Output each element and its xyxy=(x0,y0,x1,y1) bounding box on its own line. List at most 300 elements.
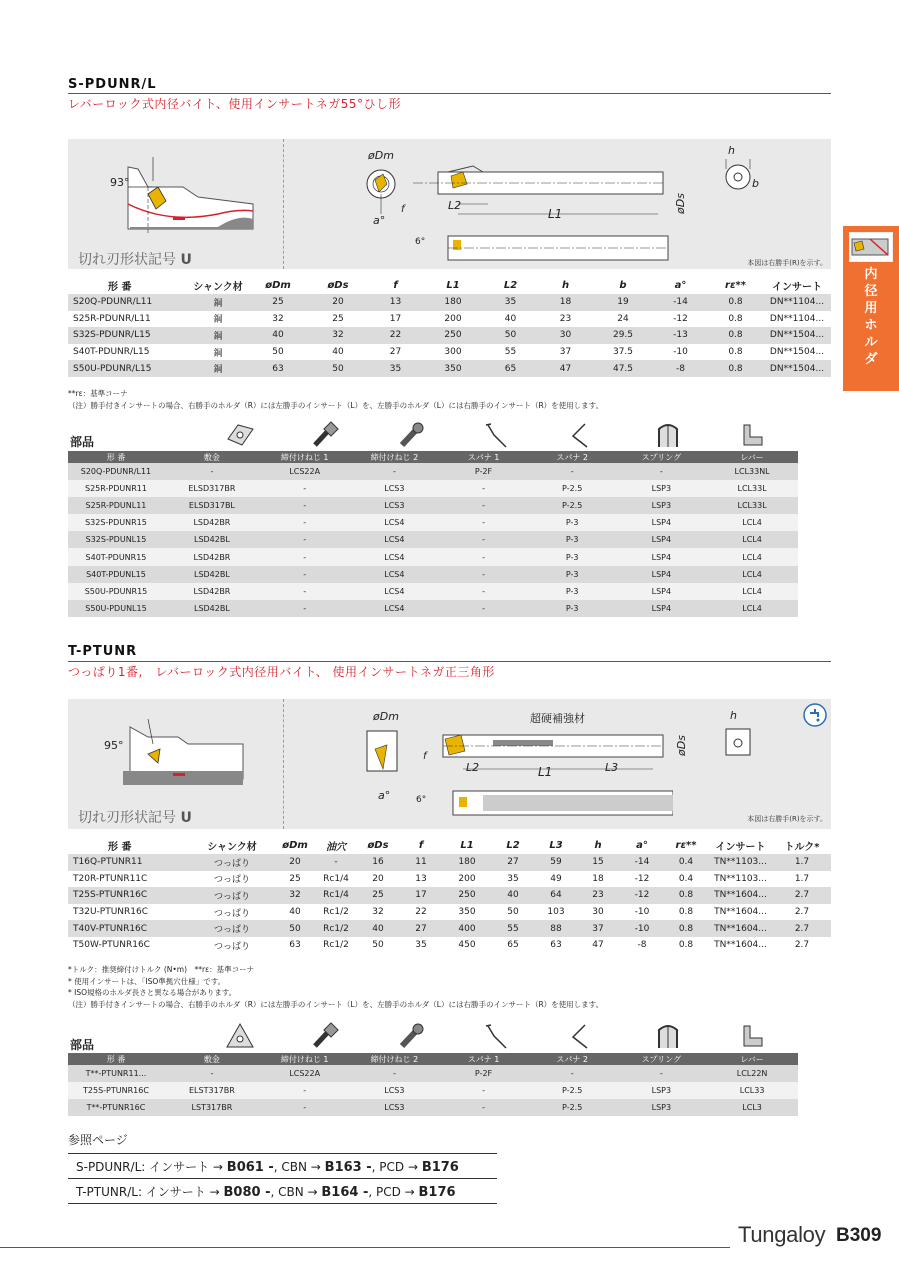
table-row xyxy=(68,360,831,377)
table-cell: 2.7 xyxy=(794,940,810,951)
l1-label: L1 xyxy=(538,765,553,779)
table-cell: 40 xyxy=(248,327,308,344)
column-header: L2 xyxy=(503,279,518,291)
table-cell: LCL22N xyxy=(706,1065,798,1082)
end-view-drawing xyxy=(718,719,768,769)
table-cell: LCS4 xyxy=(350,600,440,617)
table-cell: 0.8 xyxy=(664,887,708,904)
spec-table-t-ptunr xyxy=(68,836,831,954)
table-cell: 1.7 xyxy=(773,854,831,871)
table-cell: 27 xyxy=(490,854,536,871)
table-cell: LCL4 xyxy=(706,600,798,617)
wrench-2-icon xyxy=(567,421,597,449)
table-cell: - xyxy=(260,531,350,548)
figure-divider xyxy=(283,699,284,829)
column-header: 形 番 xyxy=(68,1053,164,1065)
lever-icon xyxy=(738,421,768,449)
table-cell: 11 xyxy=(398,854,444,871)
table-cell: 63 xyxy=(248,360,308,377)
table-cell: DN**1504... xyxy=(763,360,831,377)
table-cell: LCL4 xyxy=(706,531,798,548)
table-cell: Rc1/2 xyxy=(314,920,358,937)
wrench-1-icon xyxy=(482,1022,512,1050)
table-cell: 32 xyxy=(372,907,384,918)
figure-s-pdunr xyxy=(68,139,831,269)
table-cell: 25 xyxy=(248,294,308,311)
section-title-t-ptunr: T-PTUNR xyxy=(68,644,138,659)
end-view-drawing xyxy=(718,149,768,199)
table-cell: 0.8 xyxy=(728,347,743,358)
column-header: L1 xyxy=(446,279,460,291)
table-cell: S50U-PDUNR15 xyxy=(68,583,164,600)
table-cell: 400 xyxy=(444,920,490,937)
table-cell: 23 xyxy=(576,887,620,904)
table-cell: P-3 xyxy=(528,514,617,531)
column-header: スパナ 2 xyxy=(528,451,617,463)
table-cell: 25 xyxy=(289,873,301,884)
notes-t-ptunr xyxy=(68,964,603,1010)
table-row xyxy=(68,344,831,361)
column-header: スプリング xyxy=(617,451,707,463)
table-cell: 23 xyxy=(559,313,572,324)
table-cell: -12 xyxy=(673,313,688,324)
column-header: スプリング xyxy=(617,1053,707,1065)
table-cell: - xyxy=(260,497,350,514)
table-cell: 350 xyxy=(423,360,483,377)
table-cell: -10 xyxy=(634,907,650,918)
table-cell: つっぱり xyxy=(188,887,276,904)
table-cell: ELST317BR xyxy=(164,1082,260,1099)
table-cell: Rc1/2 xyxy=(323,940,349,951)
table-cell: S25R-PDUNR11 xyxy=(68,480,164,497)
boring-bar-icon xyxy=(849,232,893,262)
table-cell: つっぱり xyxy=(214,875,250,886)
table-cell: Rc1/2 xyxy=(323,907,349,918)
table-cell: TN**1604... xyxy=(708,920,773,937)
screw-2-icon xyxy=(397,1022,427,1050)
table-row xyxy=(68,514,798,531)
table-cell: T**-PTUNR16C xyxy=(68,1099,164,1116)
table-cell: 450 xyxy=(458,940,476,951)
table-cell: 0.4 xyxy=(664,854,708,871)
table-cell: 65 xyxy=(483,360,538,377)
table-cell: 25 xyxy=(358,887,398,904)
table-row xyxy=(68,311,831,328)
table-cell: 37.5 xyxy=(612,347,634,358)
table-cell: 0.8 xyxy=(708,327,763,344)
table-cell: 40 xyxy=(289,907,301,918)
table-cell: DN**1104... xyxy=(763,294,831,311)
table-cell: LCL33NL xyxy=(706,463,798,480)
table-cell: 0.8 xyxy=(678,940,694,951)
table-cell: つっぱり xyxy=(188,854,276,871)
table-cell: 鋼 xyxy=(188,294,248,311)
column-header: 形 番 xyxy=(68,451,164,463)
section-subtitle: レバーロック式内径バイト、使用インサートネガ55°ひし形 xyxy=(68,97,401,111)
note-line: *トルク：推奨締付けトルク (N•m) **rε：基準コーナ xyxy=(68,965,255,974)
table-cell: 35 xyxy=(507,873,519,884)
table-cell: つっぱり xyxy=(188,920,276,937)
table-cell: 27 xyxy=(398,920,444,937)
approach-angle-label: 95° xyxy=(104,739,124,752)
column-header: h xyxy=(561,279,570,291)
table-cell: 2.7 xyxy=(773,887,831,904)
table-cell: 19 xyxy=(593,294,653,311)
table-cell: 49 xyxy=(550,873,562,884)
table-cell: 40 xyxy=(358,920,398,937)
table-cell: LSP4 xyxy=(617,531,707,548)
f-label: f xyxy=(423,751,427,762)
table-cell: LSD42BR xyxy=(164,583,260,600)
table-cell: T20R-PTUNR11C xyxy=(73,873,148,884)
table-cell: 2.7 xyxy=(794,907,810,918)
table-cell: 180 xyxy=(423,294,483,311)
table-cell: T40V-PTUNR16C xyxy=(68,920,188,937)
table-cell: 35 xyxy=(483,294,538,311)
table-cell: -12 xyxy=(634,873,650,884)
column-header: トルク* xyxy=(784,841,820,853)
table-cell: - xyxy=(350,1065,440,1082)
table-cell: P-2.5 xyxy=(528,1099,617,1116)
table-cell: 1.7 xyxy=(794,873,810,884)
reference-title: 参照ページ xyxy=(68,1133,128,1147)
table-cell: 16 xyxy=(358,854,398,871)
table-cell: 350 xyxy=(458,907,476,918)
table-cell: 13 xyxy=(415,873,427,884)
screw-icon xyxy=(310,421,340,449)
table-row xyxy=(68,583,798,600)
table-cell: 0.8 xyxy=(678,907,694,918)
column-header: a° xyxy=(636,839,648,851)
table-cell: S20Q-PDUNR/L11 xyxy=(68,294,188,311)
column-header: rε** xyxy=(725,279,746,291)
table-cell: S32S-PDUNL15 xyxy=(68,531,164,548)
table-cell: 20 xyxy=(308,294,368,311)
column-header: f xyxy=(393,279,398,291)
table-cell: 18 xyxy=(592,873,604,884)
parts-icons xyxy=(160,421,800,451)
column-header: 形 番 xyxy=(108,841,132,853)
column-header: インサート xyxy=(715,841,766,853)
column-header: øDs xyxy=(367,839,389,851)
table-cell: LCS4 xyxy=(350,514,440,531)
table-cell: LSP4 xyxy=(617,548,707,565)
reference-row-s-pdunr: S-PDUNR/L: インサート → B061 -, CBN → B163 -, PCD → B176 xyxy=(76,1160,459,1175)
table-cell: LCS4 xyxy=(350,531,440,548)
table-cell: - xyxy=(260,480,350,497)
table-cell: - xyxy=(617,463,707,480)
title-rule xyxy=(68,93,831,94)
table-cell: - xyxy=(260,1082,350,1099)
table-cell: 鋼 xyxy=(213,315,223,326)
column-header: 締付けねじ 1 xyxy=(260,1053,350,1065)
holder-drawing xyxy=(353,709,673,821)
column-header: シャンク材 xyxy=(207,841,257,853)
table-row xyxy=(68,548,798,565)
column-header: レバー xyxy=(706,1053,798,1065)
table-cell: 30 xyxy=(538,327,593,344)
column-header: 締付けねじ 2 xyxy=(350,1053,440,1065)
table-cell: - xyxy=(439,600,528,617)
alpha-label: a° xyxy=(378,789,391,802)
table-cell: LSP3 xyxy=(617,1082,707,1099)
table-cell: - xyxy=(350,463,440,480)
table-cell: T25S-PTUNR16C xyxy=(68,1082,164,1099)
table-row xyxy=(68,1082,798,1099)
column-header: インサート xyxy=(772,281,822,293)
table-cell: 200 xyxy=(444,313,462,324)
wrench-2-icon xyxy=(567,1022,597,1050)
table-cell: LCL4 xyxy=(706,583,798,600)
table-cell: 32 xyxy=(272,313,284,324)
edge-shape-label: 切れ刃形状記号 U xyxy=(78,810,192,826)
table-cell: 200 xyxy=(458,873,476,884)
table-cell: - xyxy=(439,566,528,583)
table-cell: TN**1604... xyxy=(714,907,767,918)
table-cell: LSD42BL xyxy=(164,531,260,548)
reference-row-t-ptunr: T-PTUNR/L: インサート → B080 -, CBN → B164 -, PCD → B176 xyxy=(76,1185,456,1200)
table-cell: LCS3 xyxy=(350,497,440,514)
table-cell: - xyxy=(528,463,617,480)
figure-divider xyxy=(283,139,284,269)
table-cell: LCL33 xyxy=(706,1082,798,1099)
table-cell: S32S-PDUNR/L15 xyxy=(68,327,188,344)
dm-label: øDm xyxy=(368,149,394,162)
table-cell: 55 xyxy=(490,920,536,937)
table-cell: 63 xyxy=(550,940,562,951)
category-tab xyxy=(843,226,899,391)
b-label: b xyxy=(752,177,759,190)
table-cell: 0.4 xyxy=(678,873,694,884)
table-row xyxy=(68,566,798,583)
table-cell: T32U-PTUNR16C xyxy=(73,907,149,918)
table-cell: S40T-PDUNR15 xyxy=(68,548,164,565)
l2-label: L2 xyxy=(448,199,462,212)
table-cell: 鋼 xyxy=(213,348,223,359)
table-cell: 2.7 xyxy=(773,920,831,937)
table-row xyxy=(68,327,831,344)
note-line: （注）勝手付きインサートの場合、右勝手のホルダ（R）には左勝手のインサート（L）を、左勝手のホルダ（L）には右勝手のインサート（R）を使用します。 xyxy=(68,999,604,1009)
table-cell: - xyxy=(260,514,350,531)
column-header: L1 xyxy=(460,839,474,851)
table-cell: 250 xyxy=(423,327,483,344)
table-cell: LCL4 xyxy=(706,566,798,583)
h-label: h xyxy=(728,144,735,157)
lever-icon xyxy=(738,1022,768,1050)
table-cell: LCS3 xyxy=(350,1082,440,1099)
table-cell: - xyxy=(439,1099,528,1116)
table-cell: 20 xyxy=(372,873,384,884)
table-cell: - xyxy=(439,531,528,548)
column-header: f xyxy=(418,839,424,851)
table-cell: P-3 xyxy=(528,548,617,565)
table-cell: 35 xyxy=(415,940,427,951)
six-deg-label: 6° xyxy=(415,237,426,247)
table-cell: LSP4 xyxy=(617,514,707,531)
table-cell: ELSD317BL xyxy=(164,497,260,514)
table-cell: つっぱり xyxy=(214,908,250,919)
table-row xyxy=(68,294,831,311)
table-row xyxy=(68,887,831,904)
note-line: * 使用インサートは、「ISO準拠穴仕様」です。 xyxy=(68,976,226,986)
spec-table-s-pdunr xyxy=(68,276,831,377)
footer-rule xyxy=(0,1247,730,1248)
table-cell: - xyxy=(439,514,528,531)
column-header: 油穴 xyxy=(326,841,346,853)
table-cell: - xyxy=(260,548,350,565)
table-cell: - xyxy=(439,583,528,600)
table-cell: - xyxy=(439,480,528,497)
table-cell: -10 xyxy=(673,347,688,358)
table-cell: - xyxy=(260,566,350,583)
table-cell: P-3 xyxy=(528,531,617,548)
table-cell: LCS4 xyxy=(350,583,440,600)
table-cell: LSP4 xyxy=(617,600,707,617)
column-header: スパナ 1 xyxy=(439,451,528,463)
table-cell: 300 xyxy=(444,347,462,358)
table-cell: DN**1504... xyxy=(763,327,831,344)
table-cell: LSP4 xyxy=(617,566,707,583)
table-row xyxy=(68,531,798,548)
table-cell: TN**1103... xyxy=(708,854,773,871)
table-cell: P-3 xyxy=(528,583,617,600)
table-cell: 0.8 xyxy=(664,920,708,937)
table-cell: つっぱり xyxy=(214,941,250,952)
table-cell: LSP3 xyxy=(617,497,707,514)
table-cell: 鋼 xyxy=(188,327,248,344)
column-header: a° xyxy=(674,279,687,291)
table-cell: LCL33L xyxy=(706,480,798,497)
table-cell: S25R-PDUNL11 xyxy=(68,497,164,514)
table-cell: LSD42BR xyxy=(164,548,260,565)
column-header: レバー xyxy=(706,451,798,463)
h-label: h xyxy=(730,709,737,722)
brand-logo: Tungaloy xyxy=(738,1222,826,1247)
ds-label: øDs xyxy=(674,735,688,756)
approach-angle-label: 93° xyxy=(110,176,130,189)
table-cell: LSD42BR xyxy=(164,514,260,531)
alpha-label: a° xyxy=(373,214,386,227)
table-cell: 32 xyxy=(308,327,368,344)
title-rule xyxy=(68,661,831,662)
ref-rule xyxy=(68,1178,497,1179)
table-cell: 15 xyxy=(576,854,620,871)
table-cell: LCL4 xyxy=(706,514,798,531)
table-cell: 17 xyxy=(398,887,444,904)
table-cell: -8 xyxy=(653,360,708,377)
spring-icon xyxy=(653,1022,683,1050)
column-header: 敷金 xyxy=(164,451,260,463)
figure-note: 本図は右勝手(R)を示す。 xyxy=(747,259,827,267)
table-cell: 59 xyxy=(536,854,576,871)
table-cell: -14 xyxy=(620,854,664,871)
table-cell: 47 xyxy=(538,360,593,377)
table-cell: T25S-PTUNR16C xyxy=(68,887,188,904)
parts-table-s-pdunr xyxy=(68,451,798,617)
section-title-s-pdunr: S-PDUNR/L xyxy=(68,77,157,92)
column-header: 締付けねじ 1 xyxy=(260,451,350,463)
table-cell: 鋼 xyxy=(188,360,248,377)
cutting-edge-drawing xyxy=(68,699,283,809)
table-cell: 64 xyxy=(536,887,576,904)
table-cell: T**-PTUNR11... xyxy=(68,1065,164,1082)
table-cell: LCL4 xyxy=(706,548,798,565)
table-cell: 65 xyxy=(507,940,519,951)
table-cell: 35 xyxy=(368,360,423,377)
table-cell: S40T-PDUNL15 xyxy=(68,566,164,583)
table-cell: 50 xyxy=(272,347,284,358)
table-cell: LCL33L xyxy=(706,497,798,514)
reinforce-label: 超硬補強材 xyxy=(530,712,585,725)
table-cell: 180 xyxy=(444,854,490,871)
column-header: h xyxy=(594,839,602,851)
table-cell: Rc1/4 xyxy=(314,887,358,904)
spring-icon xyxy=(653,421,683,449)
table-cell: T16Q-PTUNR11 xyxy=(68,854,188,871)
table-cell: 22 xyxy=(415,907,427,918)
table-cell: 50 xyxy=(276,920,314,937)
table-cell: P-2F xyxy=(439,463,528,480)
table-cell: -8 xyxy=(637,940,647,951)
table-cell: LCS4 xyxy=(350,566,440,583)
table-cell: - xyxy=(439,497,528,514)
f-label: f xyxy=(401,204,405,215)
column-header: 形 番 xyxy=(108,281,132,293)
table-cell: LSD42BL xyxy=(164,566,260,583)
table-row xyxy=(68,920,831,937)
table-cell: -12 xyxy=(620,887,664,904)
table-cell: 50 xyxy=(483,327,538,344)
table-cell: P-2F xyxy=(439,1065,528,1082)
column-header: øDs xyxy=(327,279,349,291)
table-cell: 17 xyxy=(389,313,402,324)
table-cell: S40T-PDUNR/L15 xyxy=(73,347,150,358)
screw-2-icon xyxy=(397,421,427,449)
table-cell: S20Q-PDUNR/L11 xyxy=(68,463,164,480)
wrench-1-icon xyxy=(482,421,512,449)
table-cell: 50 xyxy=(372,940,384,951)
table-cell: LSP3 xyxy=(617,1099,707,1116)
table-cell: - xyxy=(260,583,350,600)
table-cell: - xyxy=(164,463,260,480)
six-deg-label: 6° xyxy=(416,795,427,805)
table-cell: 30 xyxy=(592,907,604,918)
table-cell: 50 xyxy=(308,360,368,377)
table-cell: TN**1103... xyxy=(714,873,767,884)
table-row xyxy=(68,1099,798,1116)
table-cell: T50W-PTUNR16C xyxy=(73,940,150,951)
dm-label: øDm xyxy=(373,710,399,723)
table-cell: LCS4 xyxy=(350,548,440,565)
table-cell: 25 xyxy=(332,313,344,324)
table-row xyxy=(68,871,831,888)
table-cell: LCS22A xyxy=(260,463,350,480)
table-cell: P-3 xyxy=(528,600,617,617)
table-cell: 13 xyxy=(368,294,423,311)
table-cell: - xyxy=(164,1065,260,1082)
table-cell: LST317BR xyxy=(164,1099,260,1116)
parts-table-t-ptunr xyxy=(68,1053,798,1116)
column-header: rε** xyxy=(675,839,697,851)
table-cell: DN**1504... xyxy=(769,347,825,358)
table-row xyxy=(68,463,798,480)
table-cell: LCS3 xyxy=(350,480,440,497)
table-cell: 0.8 xyxy=(728,313,743,324)
table-cell: P-2.5 xyxy=(528,480,617,497)
table-cell: P-2.5 xyxy=(528,497,617,514)
table-cell: - xyxy=(439,1082,528,1099)
table-row xyxy=(68,904,831,921)
